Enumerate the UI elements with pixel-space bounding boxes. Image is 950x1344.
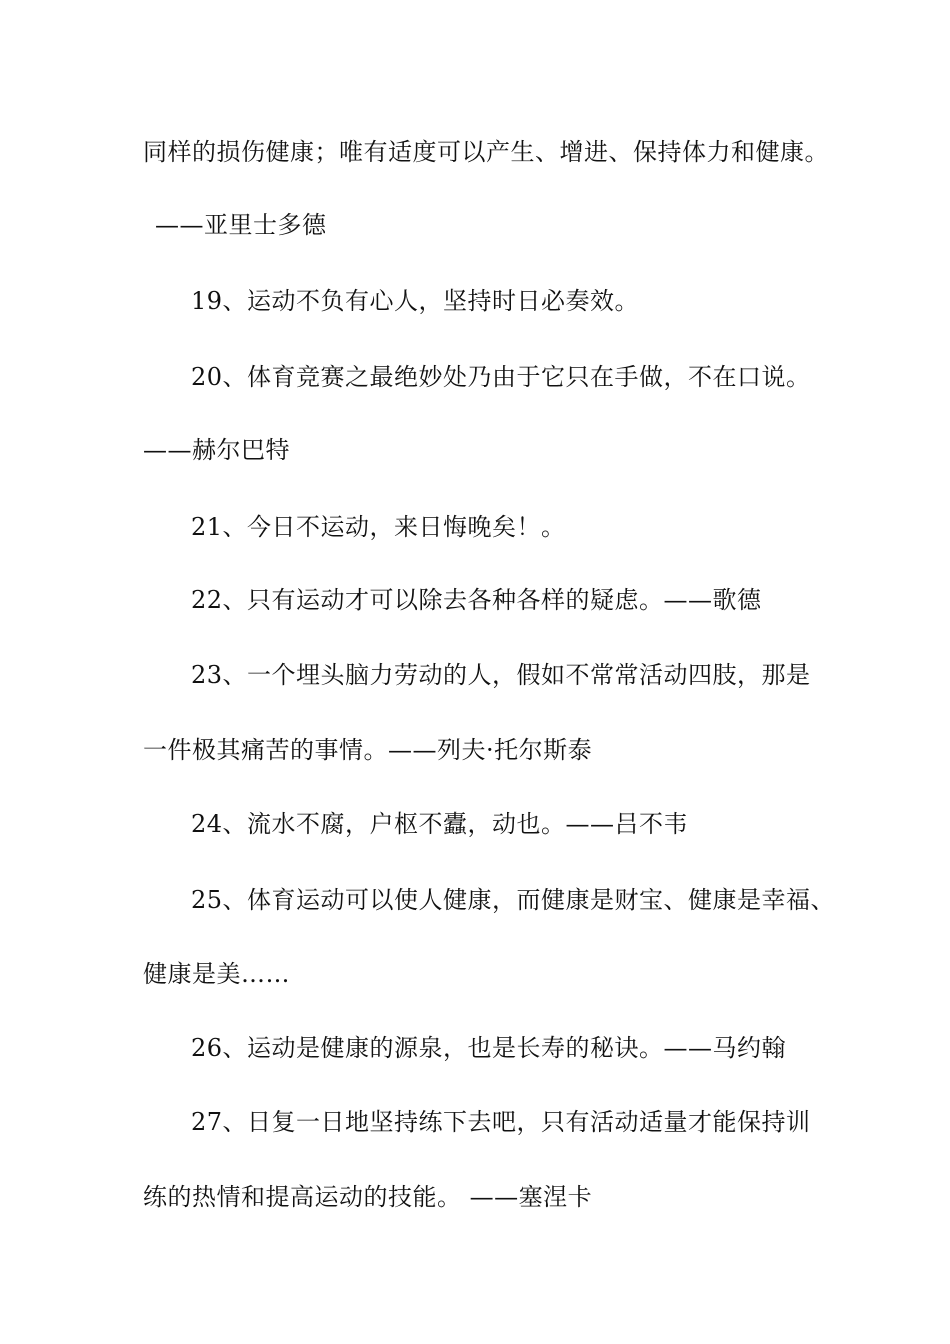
quote-25: 25、体育运动可以使人健康，而健康是财宝、健康是幸福、 xyxy=(191,886,836,914)
quote-23: 23、一个埋头脑力劳动的人，假如不常常活动四肢，那是 xyxy=(191,661,811,689)
quote-23-continued: 一件极其痛苦的事情。——列夫·托尔斯泰 xyxy=(143,736,593,764)
attribution-line-1: ——亚里士多德 xyxy=(155,211,327,239)
quote-27: 27、日复一日地坚持练下去吧，只有活动适量才能保持训 xyxy=(191,1108,811,1136)
quote-21: 21、今日不运动，来日悔晚矣！。 xyxy=(191,513,566,541)
quote-27-continued: 练的热情和提高运动的技能。 ——塞涅卡 xyxy=(143,1183,593,1211)
quote-24: 24、流水不腐，户枢不蠹，动也。——吕不韦 xyxy=(191,810,689,838)
quote-26: 26、运动是健康的源泉，也是长寿的秘诀。——马约翰 xyxy=(191,1034,787,1062)
text-line-1: 同样的损伤健康；唯有适度可以产生、增进、保持体力和健康。 xyxy=(143,138,829,166)
quote-22: 22、只有运动才可以除去各种各样的疑虑。——歌德 xyxy=(191,586,762,614)
quote-25-continued: 健康是美…… xyxy=(143,960,290,988)
attribution-line-2: ——赫尔巴特 xyxy=(143,436,290,464)
quote-19: 19、运动不负有心人，坚持时日必奏效。 xyxy=(191,287,640,315)
quote-20: 20、体育竞赛之最绝妙处乃由于它只在手做，不在口说。 xyxy=(191,363,811,391)
